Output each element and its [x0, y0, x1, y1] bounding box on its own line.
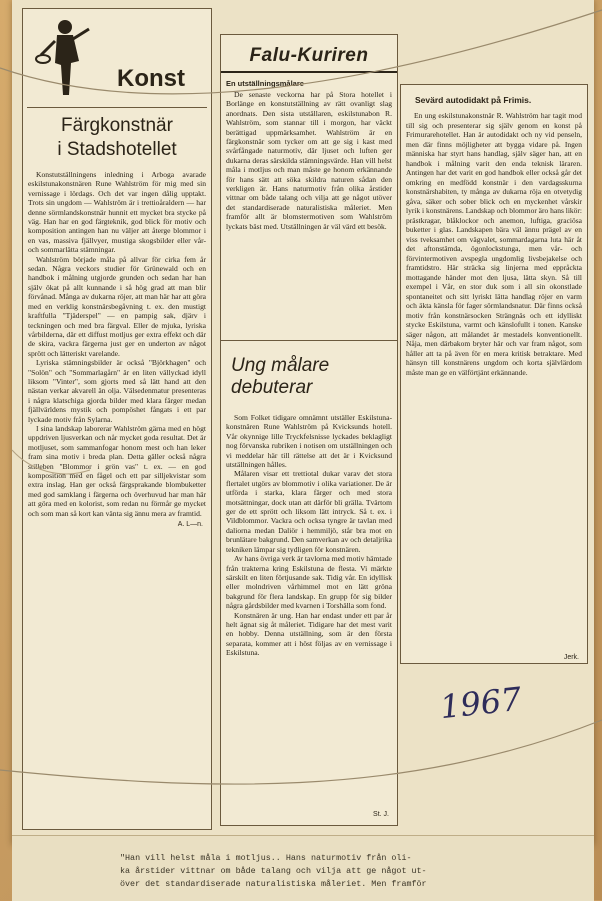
- signature: St. J.: [373, 811, 389, 818]
- clipping-sevard-autodidakt: [400, 84, 588, 664]
- paragraph: I sina landskap laborerar Wahlström gärna med en högt uppdriven ljusverkan och når mycket goda resultat. Det är motljuset, som sammanfogar honom mest och han leker fram sina motiv i breda plan. Detta gäller också några stilleben "Blommor i grön vas" t. ex. — en god komposition med en fågel och ett par silljekvistar som extra inslag. Han ger också färgsprakande blombuketter med god samklang i färgerna och överhuvud har man här att göra med en kolorist, som redan nu förmår ge mycket och som man så kort kan vänta sig ännu mera av framtid.: [28, 423, 206, 518]
- paragraph: Målaren visar ett trettiotal dukar varav det stora flertalet utgörs av blommotiv i olika variationer. De är utförda i starka, klara färger och med stora motsättningar, dock utan att därför bli grälla. Tvärtom ger de ett sprött och liksom lätt intryck. Så t. ex. i Vildblommor. Vackra och ocksa tyngre är tavlan med daliorna medan Daliör i hemmiljö, står bra mot en brunlätare bakgrund. Den samverkan av och detaljrika tekniken lämpar sig tydligen för konstnären.: [226, 469, 392, 554]
- signature: Jerk.: [563, 654, 579, 661]
- paragraph: De senaste veckorna har på Stora hotellet i Borlänge en konstutställning av rätt ovanligt slag anordnats. Den sista utställaren, eskilstunabon R. Wahlström, som stannar till i morgon, har väckt berättigad uppmärksamhet. Wahlström är en färgkonstnär som tycker om att ge sig i kast med svårfångade naturmotiv, där ljuset och luften ger dukarna deras särskilda stämningsvärde. Han vill helst måla i motljus och man måste ge honom erkännande för hans sätt att söka skildra naturen sådan den verkligen är. Hans naturmotiv från olika årstider vittnar om både talang och vilja att ge något utöver det standardiserade naturalistiska måleriet. Men framför allt är blomstermotiven som Wahlström lyckats bäst med. Utställningen är väl värd ett besök.: [226, 90, 392, 231]
- clipping-ung-malare: [220, 340, 398, 826]
- paragraph: Som Folket tidigare omnämnt utställer Eskilstuna-konstnären Rune Wahlström på Kvicksunds hotell. Vår okynnige lille Tryckfelsnisse lyckades beklagligt nog förvanska rubriken i notisen om utställningen och vi meddelar här till rättelse att det är i Kvicksund utställningen hålles.: [226, 413, 392, 470]
- headline: [221, 341, 397, 413]
- typed-caption: [120, 852, 590, 891]
- handwritten-year: 1967: [438, 679, 524, 727]
- headline-line-2: i Stadshotellet: [57, 139, 177, 160]
- typed-line: "Han vill helst måla i motljus.. Hans naturmotiv från oli-: [120, 853, 412, 863]
- headline: Sevärd autodidakt på Frimis.: [415, 95, 532, 105]
- headline-line-2: debuterar: [231, 377, 313, 398]
- signature: A. L—n.: [177, 521, 203, 529]
- headline-line-1: Ung målare: [231, 355, 330, 376]
- headline: [23, 114, 211, 162]
- article-body: [401, 111, 587, 651]
- article-body: [23, 170, 211, 518]
- paragraph: En ung eskilstunakonstnär R. Wahlström har tagit mod till sig och presenterar sig själv genom en konst på Frimurarehotellet. Han är autodidakt och ny vid penseln, men där finns möjligheter att bygga vidare på. Ingen människa har styrt hans handlag, själv säger han, att en handbok i målning varit den enda teknisk läraren. Antingen har det varit en god handbok eller också går det omkring en medfödd konstnär i den vardagsskurna konstnärshabiten, ty många av dukarna röja en otvetydig gåva, säker och sober blick och en myckenhet vårskir lyrik i konstnärens. Landskap och blommor äro hans likör: prästkragar, blåklockor och anemon, luftiga, graciösa buketter i glas. Landskapen bära väl ännu prägel av en viss tveksamhet om vägvalet, sommardagarna luta här åt det aftonstämda, ögonlockstunga, men vår- och förvintermotiven avspegla ungdomlig livsbejakelse och framtidstro. Här sträcka sig linjerna med eppråckta mottagande händer mot den ljusa, lätta skyn. Så till exempel i Vår, en stor duk som i all sin okonstlade spontaneitet och sitt lyriskt lätta handlag röjer en varm och äkta känsla för fager sörmlandsnatur. Där finns också motiv från konstnärsocken Strängnäs och ett idylliskt stycke Eskilstuna, varmt och känslofullt i tonen. Kanske säger någon, att målandet är mestadels konventionellt. Nåja, men därbakom bryter här och var fram något, som håller att ta på även för en mera kritisk betraktare. Med hänsyn till konstnärens ungdom och korta självlärdom måste man ge en välförtjänt erkännande.: [406, 111, 583, 377]
- paragraph: Konstutställningens inledning i Arboga avarade eskilstunakonstnären Rune Wahlström för mig med sin vernissage i lördags. Och det var ingen dålig upptakt. Trots sin ungdom — Wahlström är i trettioåraldern — har denne sörmlandskonstnär hunnit ett mycket bra stycke på väg. Han har en god färgteknik, god blick för motiv och komposition antingen han nu väljer att återge blommor i en vas, massiva fjällvyer, mustiga skogsbilder eller vår- och sommarlätta stämningar.: [28, 170, 206, 255]
- paragraph: Av hans övriga verk är tavlorna med motiv hämtade från trakterna kring Eskilstuna de flesta. Vi märkte särskilt en liten förtjusande sak. Tidig vår. En idyllisk eller molndriven vårhimmel mot en lätt gröna bakgrund för flera landskap. En grupp för sig bilder några gårdsbilder med kvarnen i Torshälla som fond.: [226, 554, 393, 611]
- article-body: [221, 90, 397, 340]
- article-body: [221, 413, 397, 808]
- clipping-konst: [22, 8, 212, 830]
- headline-line-1: Färgkonstnär: [61, 115, 173, 136]
- paragraph: Lyriska stämningsbilder är också "Björkhagen" och "Solön" och "Sommarlagårn" är en liten vällyckad idyll liksom "Vinter", som gjorts med så lätt hand att den nästan verkar akvarell än olja. Välsedenmatur presenteras i några klatschiga gjorda bilder med klara färger medan fjällvärldens mystik och pompöshet fångats i ett par lyckade motiv från Sylarna.: [28, 358, 206, 424]
- masthead: Falu-Kuriren: [221, 45, 397, 73]
- typed-line: över det standardiserade naturalistiska måleriet. Men framför: [120, 879, 427, 889]
- typed-line: ka årstider vittnar om både talang och vilja att ge något ut-: [120, 866, 427, 876]
- konst-header: [27, 9, 207, 108]
- paragraph: Wahlström började måla på allvar för cirka fem år sedan. Några veckors studier för Grünewald och en handbok i målning utgjorde grunden och sedan har han själv ökat på allt kunnande i så hög grad att man blir förvånad. Många av dukarna röjer, att man här har att göra med en verklig konstnärsbegåvning t. ex. den mustigt kraftfulla "Tjäderspel" — en pampig sak, djärv i teckningen och med bra färgval. Eller de mjuka, lyriska vårbilderna, där ett diffust motljus ger extra effekt och där de skira, vackra färgerna just ger en underton av något sprött och lätteriskt varelande.: [28, 254, 206, 358]
- konst-label: Konst: [117, 65, 185, 92]
- paragraph: Konstnären är ung. Han har endast under ett par år helt ägnat sig åt måleriet. Tidigare har det mest varit en hobby. Denna utställning, som är den första separata, kommer att i höst följas av en vernissage i Eskilstuna.: [226, 610, 392, 658]
- clipping-falu-kuriren: [220, 34, 398, 342]
- painter-figure-icon: [35, 15, 97, 101]
- subhead: En utställningsmålare: [226, 79, 304, 88]
